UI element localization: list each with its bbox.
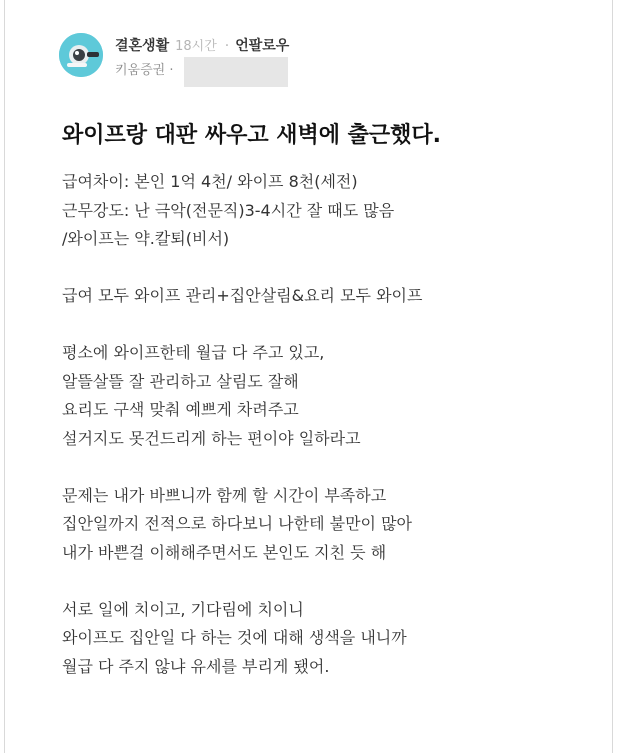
body-line: 요리도 구색 맞춰 예쁘게 차려주고 [62, 400, 299, 419]
unfollow-button[interactable]: 언팔로우 [235, 38, 290, 54]
company-name: 키움증권 · [115, 63, 174, 78]
paragraph [62, 339, 422, 453]
redacted-area [184, 57, 288, 87]
paragraph-gap [62, 311, 422, 340]
author-name[interactable]: 결혼생활 [115, 38, 170, 54]
author-avatar[interactable] [59, 33, 103, 77]
body-line: 와이프도 집안일 다 하는 것에 대해 생색을 내니까 [62, 628, 407, 647]
body-line: /와이프는 약.칼퇴(비서) [62, 229, 230, 248]
body-line: 급여차이: 본인 1억 4천/ 와이프 8천(세전) [62, 172, 358, 191]
body-line: 월급 다 주지 않냐 유세를 부리게 됐어. [62, 656, 330, 676]
paragraph [62, 482, 422, 568]
body-line: 평소에 와이프한테 월급 다 주고 있고, [62, 343, 325, 362]
author-line [115, 35, 289, 55]
company-line [115, 59, 174, 78]
body-line: 내가 바쁜걸 이해해주면서도 본인도 지친 듯 해 [62, 542, 387, 562]
body-line: 근무강도: 난 극악(전문직)3-4시간 잘 때도 많음 [62, 200, 395, 220]
paragraph-gap [62, 453, 422, 482]
post-title: 와이프랑 대판 싸우고 새벽에 출근했다. [62, 123, 442, 148]
post-body [62, 168, 422, 681]
body-line: 급여 모두 와이프 관리+집안살림&요리 모두 와이프 [62, 286, 423, 305]
post-time: 18시간 [175, 39, 217, 54]
meta-separator: · [224, 38, 230, 54]
body-line: 알뜰살뜰 잘 관리하고 살림도 잘해 [62, 371, 299, 391]
body-line: 서로 일에 치이고, 기다림에 치이니 [62, 599, 304, 619]
paragraph [62, 282, 422, 311]
paragraph [62, 168, 422, 254]
paragraph [62, 596, 422, 682]
body-line: 집안일까지 전적으로 하다보니 나한테 불만이 많아 [62, 514, 413, 533]
paragraph-gap [62, 567, 422, 596]
avatar-illustration-icon [59, 33, 103, 77]
post-header [59, 33, 599, 83]
paragraph-gap [62, 254, 422, 283]
body-line: 문제는 내가 바쁘니까 함께 할 시간이 부족하고 [62, 485, 387, 505]
body-line: 설거지도 못건드리게 하는 편이야 일하라고 [62, 428, 361, 448]
